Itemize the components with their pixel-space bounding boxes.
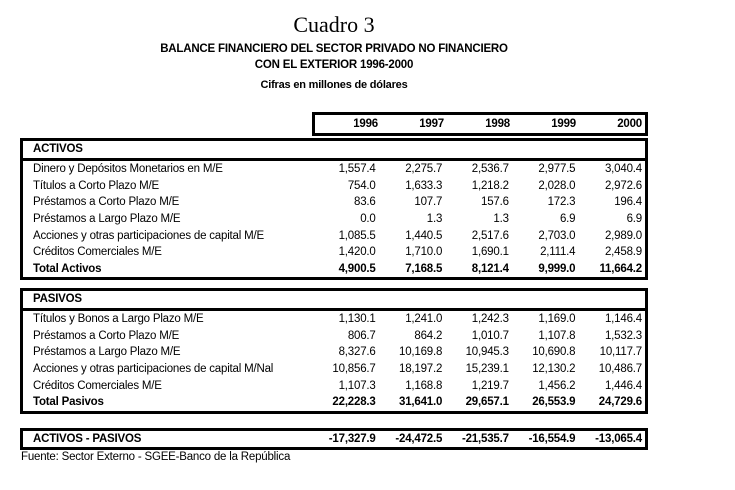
units-note: Cifras en millones de dólares [260, 79, 408, 91]
table-row [23, 394, 645, 411]
year-header-label: 1998 [485, 118, 510, 130]
cell-value: 1,218.2 [471, 179, 509, 192]
row-cells [312, 380, 645, 392]
table-row [23, 244, 645, 261]
year-header-label: 2000 [617, 118, 642, 130]
cell-value: 8,327.6 [338, 346, 376, 359]
table-row [23, 377, 645, 394]
cell-value: 7,168.5 [405, 262, 443, 275]
cell-value: 2,989.0 [604, 229, 642, 242]
subtitle-line-2: CON EL EXTERIOR 1996-2000 [254, 59, 414, 71]
summary-cell-value: -17,327.9 [328, 433, 376, 445]
row-label: Préstamos a Corto Plazo M/E [33, 196, 180, 209]
cell-value: 4,900.5 [338, 262, 376, 275]
cell-value: 1,242.3 [471, 313, 509, 326]
row-label: Acciones y otras participaciones de capital M/Nal [33, 363, 274, 376]
cell-value: 10,117.7 [599, 346, 642, 359]
cell-value: 2,703.0 [538, 229, 576, 242]
cell-value: 2,458.9 [604, 246, 642, 259]
cell-value: 1,085.5 [338, 229, 376, 242]
cell-value: 172.3 [547, 196, 576, 209]
cell-value: 157.6 [481, 196, 509, 209]
cell-value: 2,972.6 [604, 179, 642, 192]
cell-value: 8,121.4 [471, 262, 509, 275]
cell-value: 1,130.1 [338, 313, 376, 326]
cell-value: 1,420.0 [338, 246, 376, 259]
cell-value: 29,657.1 [465, 396, 509, 409]
cell-value: 2,028.0 [538, 179, 576, 192]
row-cells [312, 263, 645, 275]
row-label: Títulos y Bonos a Largo Plazo M/E [33, 313, 204, 326]
row-cells [312, 313, 645, 325]
section-header-label: ACTIVOS [23, 141, 645, 161]
table-row [23, 344, 645, 361]
cell-value: 3,040.4 [604, 163, 642, 176]
cell-value: 15,239.1 [465, 363, 509, 376]
cell-value: 1,456.2 [538, 379, 576, 392]
cell-value: 1,633.3 [405, 179, 443, 192]
row-cells [312, 180, 645, 192]
section-activos [20, 138, 648, 280]
cell-value: 754.0 [347, 179, 376, 192]
summary-cells [312, 433, 645, 445]
cell-value: 10,486.7 [598, 363, 642, 376]
section-pasivos [20, 288, 648, 414]
cell-value: 31,641.0 [399, 396, 443, 409]
cell-value: 1,168.8 [405, 379, 443, 392]
page-title: Cuadro 3 [293, 12, 375, 37]
row-cells [312, 213, 645, 225]
row-label: Títulos a Corto Plazo M/E [33, 179, 160, 192]
cell-value: 1,107.3 [338, 379, 376, 392]
summary-table-row [23, 433, 645, 445]
row-cells [312, 196, 645, 208]
row-label: Préstamos a Largo Plazo M/E [33, 213, 181, 226]
cell-value: 2,517.6 [471, 229, 509, 242]
cell-value: 1,241.0 [405, 313, 443, 326]
row-cells [312, 396, 645, 408]
cell-value: 24,729.6 [598, 396, 642, 409]
cell-value: 26,553.9 [532, 396, 576, 409]
cell-value: 1,219.7 [471, 379, 509, 392]
table-row [23, 211, 645, 228]
table-row [23, 328, 645, 345]
cell-value: 10,856.7 [332, 363, 376, 376]
row-label: Préstamos a Largo Plazo M/E [33, 346, 181, 359]
table-row [23, 178, 645, 195]
cell-value: 864.2 [414, 329, 443, 342]
row-cells [312, 246, 645, 258]
cell-value: 1,440.5 [405, 229, 443, 242]
row-cells [312, 363, 645, 375]
summary-row [20, 428, 648, 450]
cell-value: 806.7 [347, 329, 376, 342]
cell-value: 6.9 [626, 213, 642, 226]
cell-value: 1,010.7 [471, 329, 509, 342]
cell-value: 83.6 [354, 196, 376, 209]
cell-value: 18,197.2 [399, 363, 443, 376]
year-header-label: 1997 [419, 118, 444, 130]
cell-value: 1,169.0 [538, 313, 576, 326]
cell-value: 0.0 [360, 213, 376, 226]
row-label: Préstamos a Corto Plazo M/E [33, 329, 180, 342]
cell-value: 2,977.5 [538, 163, 576, 176]
row-cells [312, 330, 645, 342]
year-header-label: 1996 [353, 118, 378, 130]
row-cells [312, 163, 645, 175]
cell-value: 10,169.8 [399, 346, 443, 359]
row-label: Total Pasivos [33, 396, 104, 409]
row-label: Créditos Comerciales M/E [33, 246, 162, 259]
table-row [23, 261, 645, 278]
cell-value: 22,228.3 [332, 396, 376, 409]
cell-value: 10,690.8 [532, 346, 576, 359]
summary-cell-value: -16,554.9 [528, 433, 576, 445]
row-label: Créditos Comerciales M/E [33, 379, 162, 392]
cell-value: 1,710.0 [405, 246, 443, 259]
summary-cell-value: -13,065.4 [595, 433, 642, 445]
section-header-label: PASIVOS [23, 291, 645, 311]
table-row [23, 227, 645, 244]
row-cells [312, 230, 645, 242]
cell-value: 1,146.4 [604, 313, 642, 326]
row-label: Dinero y Depósitos Monetarios en M/E [33, 163, 223, 176]
cell-value: 12,130.2 [532, 363, 576, 376]
cell-value: 1,107.8 [538, 329, 576, 342]
source-note: Fuente: Sector Externo - SGEE-Banco de la República [21, 451, 291, 463]
summary-label: ACTIVOS - PASIVOS [33, 433, 142, 445]
cell-value: 1,557.4 [338, 163, 376, 176]
table-row [23, 361, 645, 378]
cell-value: 1,532.3 [604, 329, 642, 342]
summary-cell-value: -24,472.5 [395, 433, 443, 445]
table-row [23, 194, 645, 211]
cell-value: 10,945.3 [465, 346, 509, 359]
cell-value: 2,111.4 [540, 246, 576, 259]
cell-value: 2,275.7 [405, 163, 443, 176]
cell-value: 6.9 [559, 213, 576, 226]
cell-value: 1.3 [493, 213, 509, 226]
row-label: Total Activos [33, 262, 102, 275]
table-row [23, 311, 645, 328]
cell-value: 9,999.0 [538, 262, 576, 275]
years-header-row [312, 112, 648, 136]
cell-value: 1,690.1 [471, 246, 509, 259]
table-row [23, 161, 645, 178]
year-header-label: 1999 [551, 118, 576, 130]
subtitle-line-1: BALANCE FINANCIERO DEL SECTOR PRIVADO NO FINANCIERO [160, 43, 508, 55]
row-label: Acciones y otras participaciones de capital M/E [33, 229, 264, 242]
cell-value: 11,664.2 [599, 262, 642, 275]
summary-cell-value: -21,535.7 [461, 433, 509, 445]
cell-value: 196.4 [614, 196, 642, 209]
cell-value: 1,446.4 [604, 379, 642, 392]
row-cells [312, 346, 645, 358]
cell-value: 2,536.7 [471, 163, 509, 176]
cell-value: 107.7 [414, 196, 443, 209]
cell-value: 1.3 [426, 213, 443, 226]
